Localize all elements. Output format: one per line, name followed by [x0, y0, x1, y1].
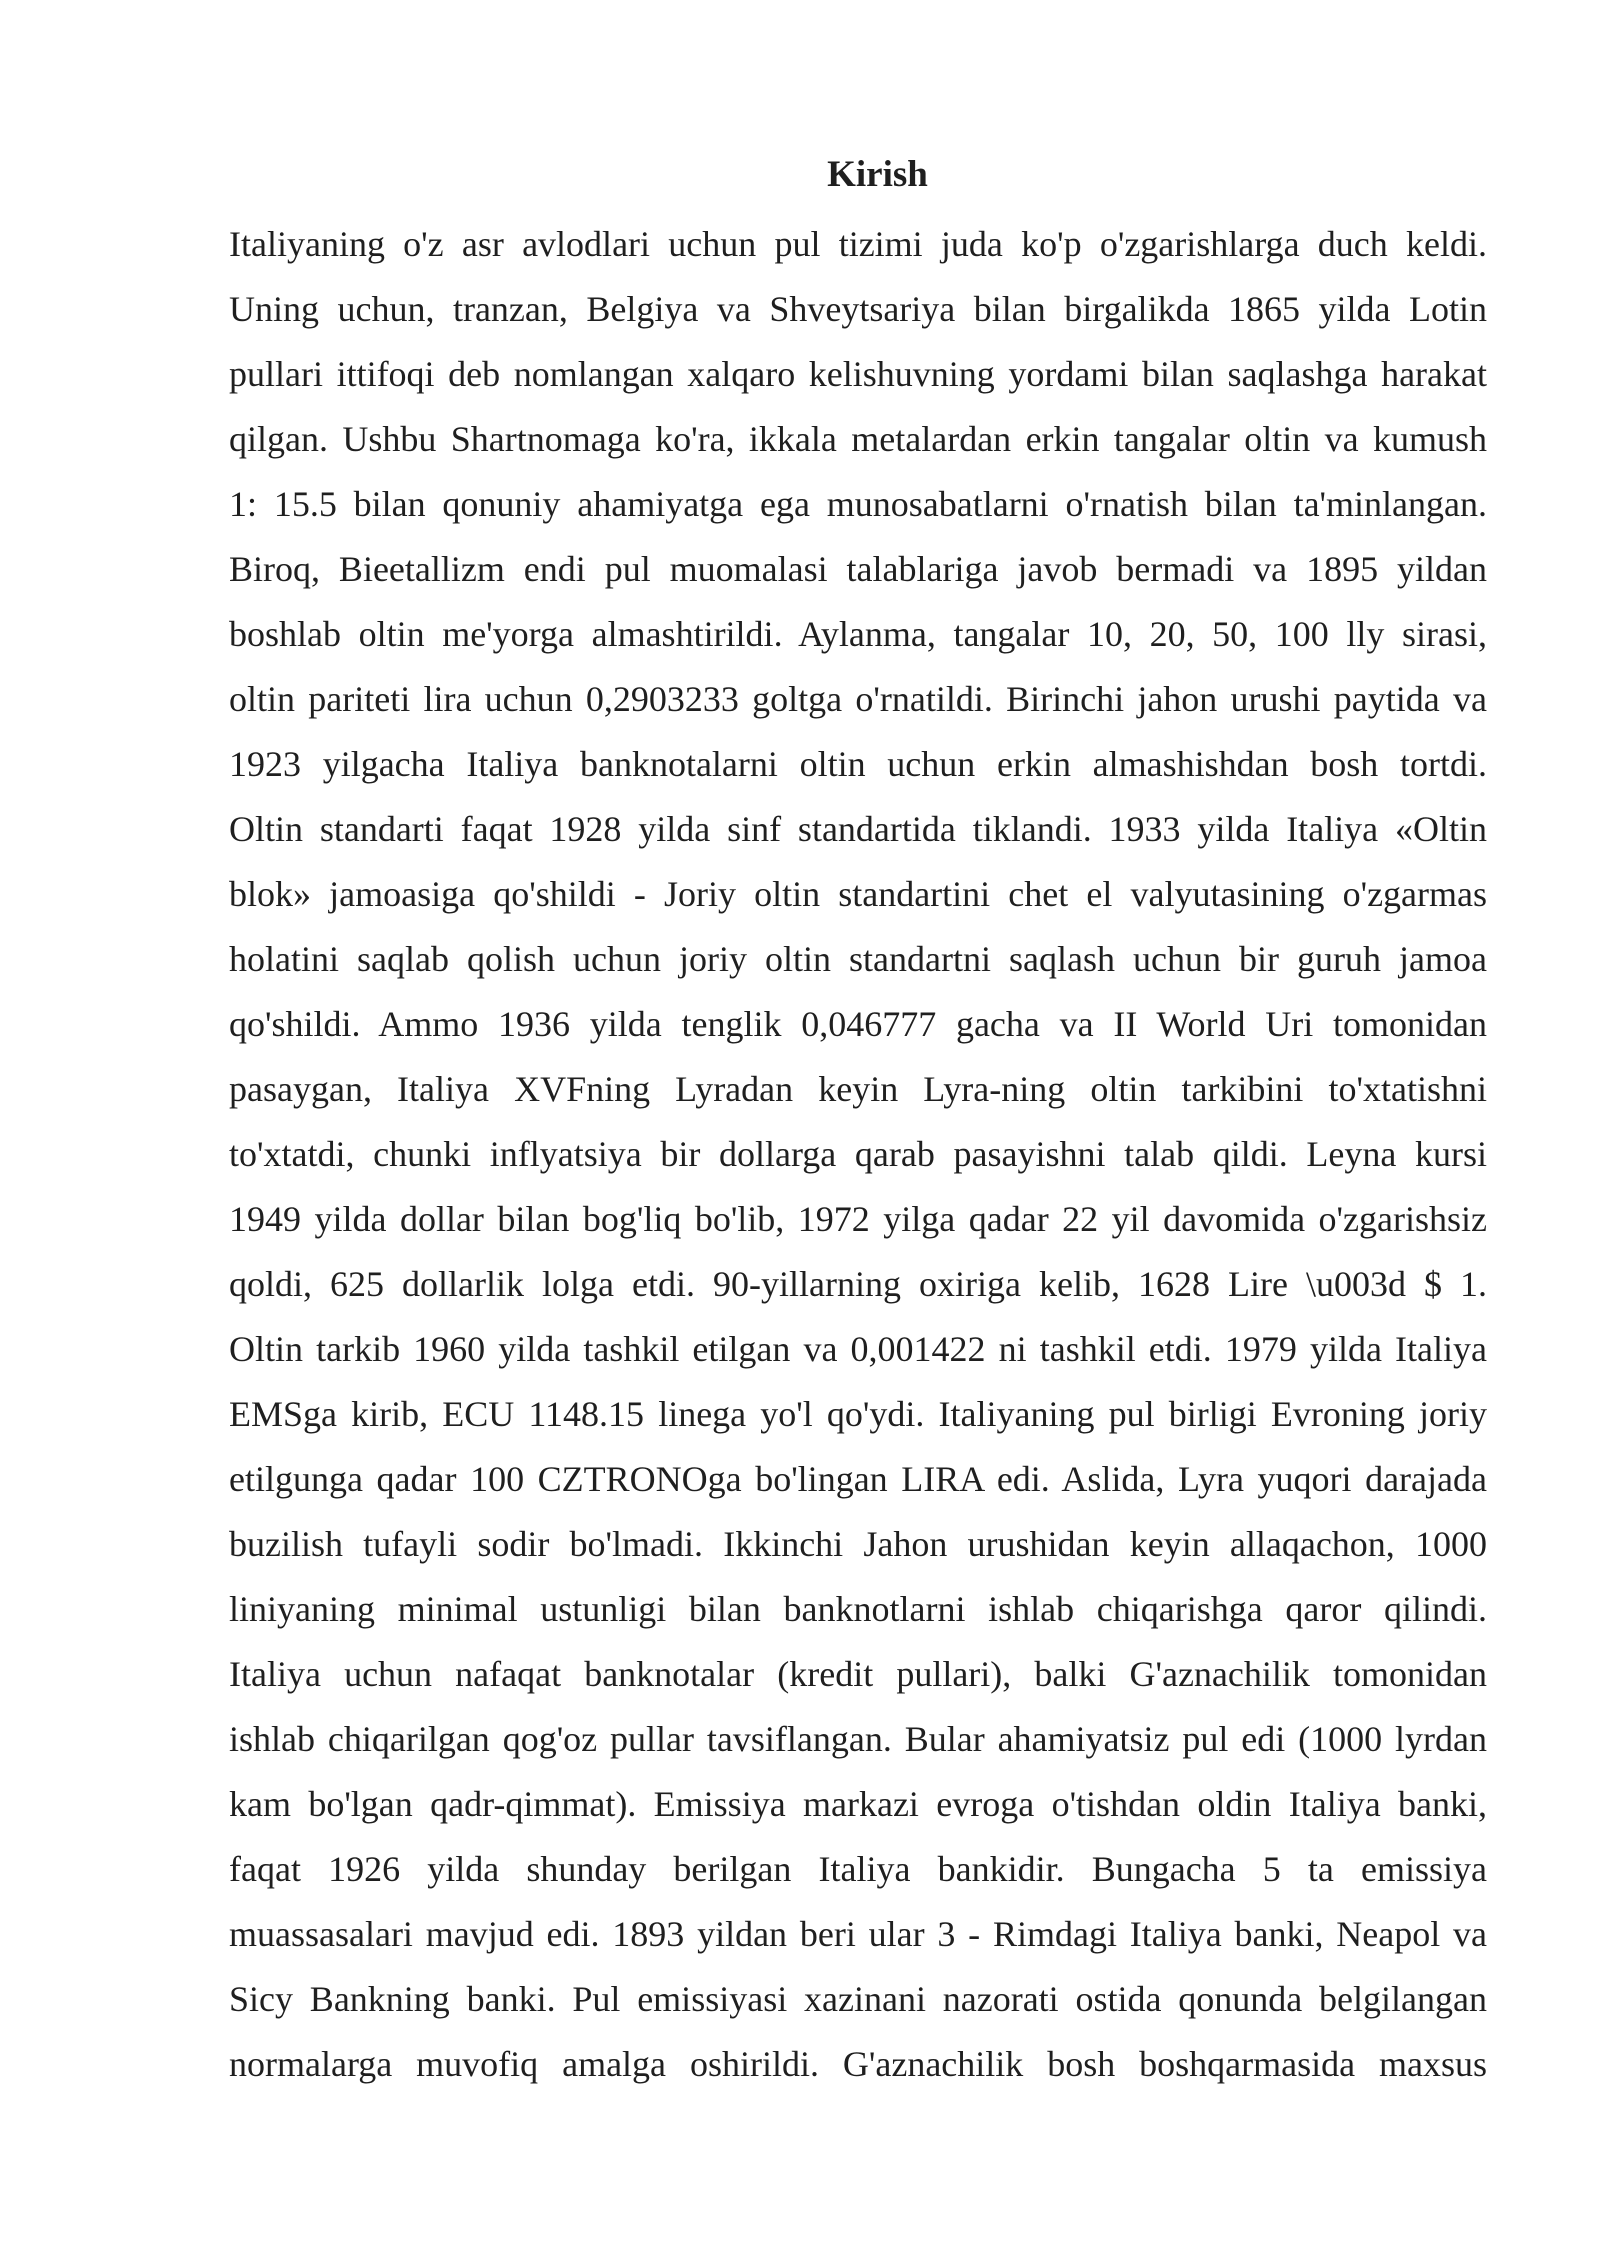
text-line: etilgunga qadar 100 CZTRONOga bo'lingan LIRA edi. Aslida, Lyra yuqori darajada — [229, 1459, 1487, 1499]
text-line: qo'shildi. Ammo 1936 yilda tenglik 0,046777 gacha va II World Uri tomonidan — [229, 1004, 1487, 1044]
text-line: qoldi, 625 dollarlik lolga etdi. 90-yillarning oxiriga kelib, 1628 Lire \u003d $ 1. — [229, 1264, 1487, 1304]
text-line: normalarga muvofiq amalga oshirildi. G'aznachilik bosh boshqarmasida maxsus — [229, 2044, 1487, 2084]
text-line: 1: 15.5 bilan qonuniy ahamiyatga ega munosabatlarni o'rnatish bilan ta'minlangan. — [229, 484, 1487, 524]
text-line: Biroq, Bieetallizm endi pul muomalasi talablariga javob bermadi va 1895 yildan — [229, 549, 1487, 589]
text-line: Oltin standarti faqat 1928 yilda sinf standartida tiklandi. 1933 yilda Italiya «Oltin — [229, 809, 1487, 849]
text-line: liniyaning minimal ustunligi bilan banknotlarni ishlab chiqarishga qaror qilindi. — [229, 1589, 1487, 1629]
text-line: ishlab chiqarilgan qog'oz pullar tavsiflangan. Bular ahamiyatsiz pul edi (1000 lyrdan — [229, 1719, 1487, 1759]
text-line: qilgan. Ushbu Shartnomaga ko'ra, ikkala metalardan erkin tangalar oltin va kumush — [229, 419, 1487, 459]
text-line: muassasalari mavjud edi. 1893 yildan beri ular 3 - Rimdagi Italiya banki, Neapol va — [229, 1914, 1487, 1954]
text-line: pasaygan, Italiya XVFning Lyradan keyin Lyra-ning oltin tarkibini to'xtatishni — [229, 1069, 1487, 1109]
text-line: Uning uchun, tranzan, Belgiya va Shveytsariya bilan birgalikda 1865 yilda Lotin — [229, 289, 1487, 329]
body-paragraph — [229, 212, 1487, 2097]
text-line: faqat 1926 yilda shunday berilgan Italiya bankidir. Bungacha 5 ta emissiya — [229, 1849, 1487, 1889]
text-line: blok» jamoasiga qo'shildi - Joriy oltin standartini chet el valyutasining o'zgarmas — [229, 874, 1487, 914]
text-line: Italiyaning o'z asr avlodlari uchun pul tizimi juda ko'p o'zgarishlarga duch keldi. — [229, 224, 1487, 264]
text-line: holatini saqlab qolish uchun joriy oltin standartni saqlash uchun bir guruh jamoa — [229, 939, 1487, 979]
text-line: kam bo'lgan qadr-qimmat). Emissiya markazi evroga o'tishdan oldin Italiya banki, — [229, 1784, 1487, 1824]
text-line: EMSga kirib, ECU 1148.15 linega yo'l qo'ydi. Italiyaning pul birligi Evroning joriy — [229, 1394, 1487, 1434]
text-line: to'xtatdi, chunki inflyatsiya bir dollarga qarab pasayishni talab qildi. Leyna kursi — [229, 1134, 1487, 1174]
text-line: buzilish tufayli sodir bo'lmadi. Ikkinchi Jahon urushidan keyin allaqachon, 1000 — [229, 1524, 1487, 1564]
text-line: pullari ittifoqi deb nomlangan xalqaro kelishuvning yordami bilan saqlashga harakat — [229, 354, 1487, 394]
text-line: boshlab oltin me'yorga almashtirildi. Aylanma, tangalar 10, 20, 50, 100 lly sirasi, — [229, 614, 1487, 654]
text-line: Italiya uchun nafaqat banknotalar (kredit pullari), balki G'aznachilik tomonidan — [229, 1654, 1487, 1694]
text-line: Sicy Bankning banki. Pul emissiyasi xazinani nazorati ostida qonunda belgilangan — [229, 1979, 1487, 2019]
text-line: 1949 yilda dollar bilan bog'liq bo'lib, 1972 yilga qadar 22 yil davomida o'zgarishsiz — [229, 1199, 1487, 1239]
text-line: 1923 yilgacha Italiya banknotalarni oltin uchun erkin almashishdan bosh tortdi. — [229, 744, 1487, 784]
text-line: oltin pariteti lira uchun 0,2903233 goltga o'rnatildi. Birinchi jahon urushi paytida va — [229, 679, 1487, 719]
page-title: Kirish — [827, 154, 928, 195]
text-line: Oltin tarkib 1960 yilda tashkil etilgan va 0,001422 ni tashkil etdi. 1979 yilda Italiya — [229, 1329, 1487, 1369]
